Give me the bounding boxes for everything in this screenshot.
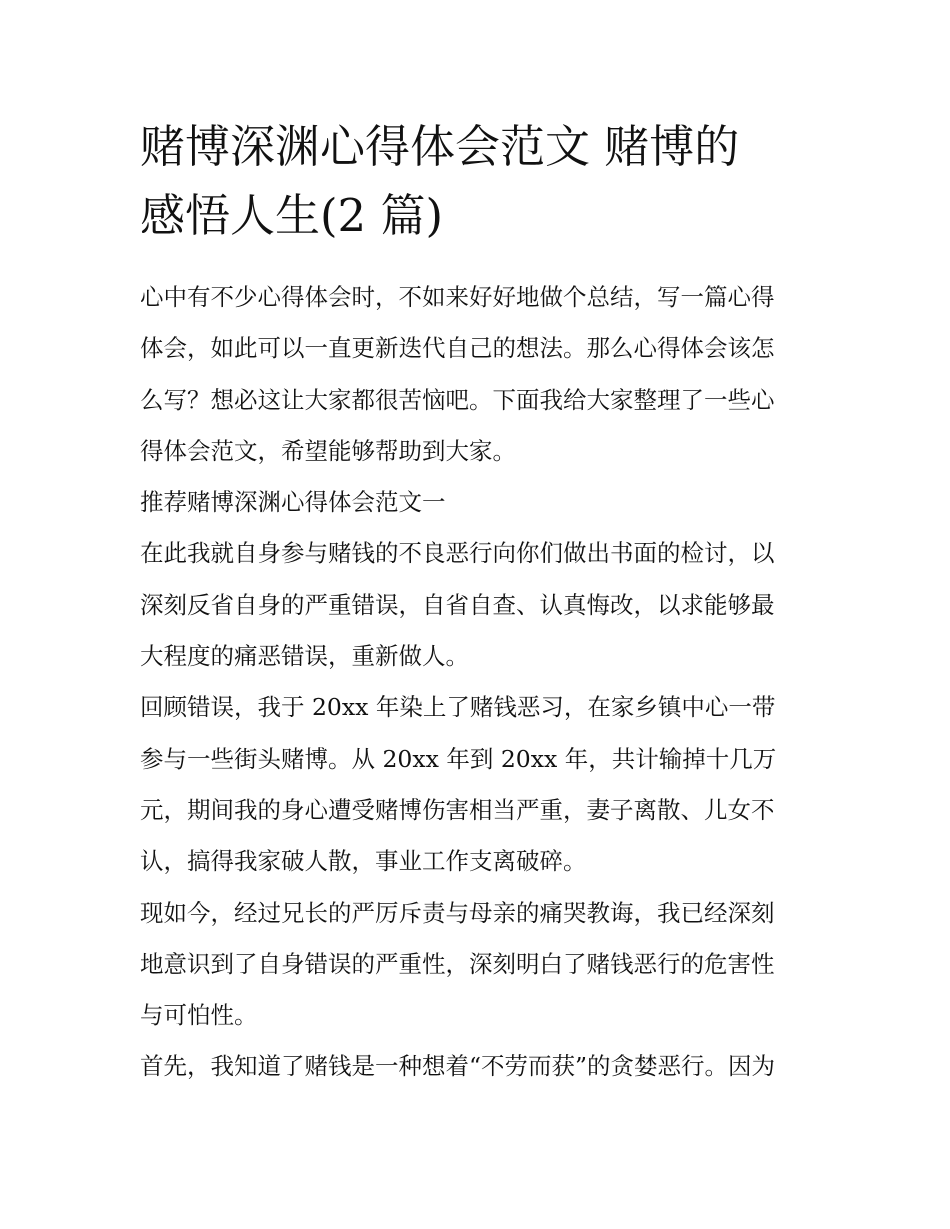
paragraph-line: 大程度的痛恶错误，重新做人。	[140, 642, 469, 671]
intro-line: 体会，如此可以一直更新迭代自己的想法。那么心得体会该怎	[140, 334, 775, 363]
paragraph-line: 地意识到了自身错误的严重性，深刻明白了赌钱恶行的危害性	[140, 949, 775, 978]
paragraph-line: 与可怕性。	[140, 1001, 258, 1030]
paragraph-line: 认，搞得我家破人散，事业工作支离破碎。	[140, 847, 587, 876]
paragraph-line: 现如今，经过兄长的严厉斥责与母亲的痛哭教诲，我已经深刻	[140, 898, 775, 927]
document-title	[140, 112, 812, 250]
paragraph-line: 在此我就自身参与赌钱的不良恶行向你们做出书面的检讨，以	[140, 539, 775, 568]
intro-line: 得体会范文，希望能够帮助到大家。	[140, 436, 516, 465]
title-line: 感悟人生(2 篇)	[140, 189, 444, 242]
title-line: 赌博深渊心得体会范文 赌博的	[140, 120, 740, 173]
paragraph-line: 首先，我知道了赌钱是一种想着“不劳而获”的贪婪恶行。因为	[140, 1052, 776, 1081]
document-body	[140, 272, 812, 1093]
intro-line: 么写？想必这让大家都很苦恼吧。下面我给大家整理了一些心	[140, 385, 775, 414]
paragraph-line: 元，期间我的身心遭受赌博伤害相当严重，妻子离散、儿女不	[140, 795, 775, 824]
paragraph-line: 回顾错误，我于 20xx 年染上了赌钱恶习，在家乡镇中心一带	[140, 693, 776, 722]
paragraph-line: 参与一些街头赌博。从 20xx 年到 20xx 年，共计输掉十几万	[140, 744, 777, 773]
paragraph-line: 深刻反省自身的严重错误，自省自查、认真悔改，以求能够最	[140, 590, 775, 619]
document-content	[140, 112, 812, 1093]
section-heading: 推荐赌博深渊心得体会范文一	[140, 488, 446, 517]
intro-line: 心中有不少心得体会时，不如来好好地做个总结，写一篇心得	[140, 283, 775, 311]
